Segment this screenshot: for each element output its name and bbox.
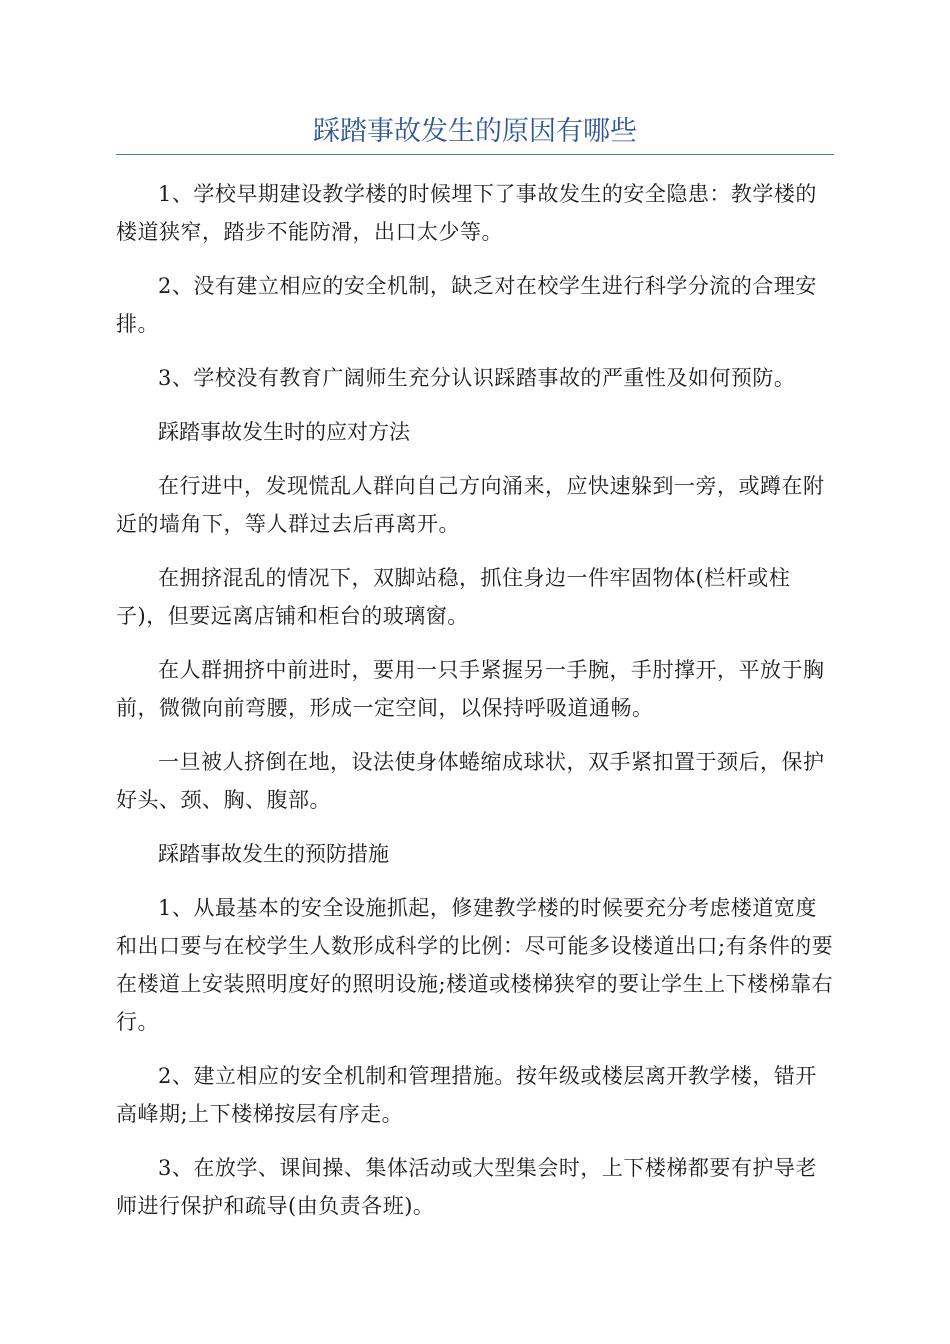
document-body: [116, 175, 834, 1241]
paragraph-prevention-1: 1、从最基本的安全设施抓起，修建教学楼的时候要充分考虑楼道宽度和出口要与在校学生人数形成科学的比例：尽可能多设楼道出口;有条件的要在楼道上安装照明度好的照明设施;楼道或楼梯狭窄的要让学生上下楼梯靠右行。: [116, 896, 834, 1034]
paragraph-response-2: 在拥挤混乱的情况下，双脚站稳，抓住身边一件牢固物体(栏杆或柱子)，但要远离店铺和柜台的玻璃窗。: [116, 566, 791, 628]
paragraph-response-4: 一旦被人挤倒在地，设法使身体蜷缩成球状，双手紧扣置于颈后，保护好头、颈、胸、腹部。: [116, 750, 825, 812]
section-heading-response: 踩踏事故发生时的应对方法: [158, 420, 410, 444]
paragraph-cause-1: 1、学校早期建设教学楼的时候埋下了事故发生的安全隐患：教学楼的楼道狭窄，踏步不能防滑，出口太少等。: [116, 182, 817, 244]
paragraph-cause-2: 2、没有建立相应的安全机制，缺乏对在校学生进行科学分流的合理安排。: [116, 274, 817, 336]
paragraph-prevention-3: 3、在放学、课间操、集体活动或大型集会时，上下楼梯都要有护导老师进行保护和疏导(由负责各班)。: [116, 1156, 817, 1218]
title-underline: [116, 154, 834, 155]
paragraph-response-1: 在行进中，发现慌乱人群向自己方向涌来，应快速躲到一旁，或蹲在附近的墙角下，等人群过去后再离开。: [116, 474, 825, 536]
document-title: 踩踏事故发生的原因有哪些: [313, 116, 637, 147]
paragraph-cause-3: 3、学校没有教育广阔师生充分认识踩踏事故的严重性及如何预防。: [158, 366, 796, 390]
section-heading-prevention: 踩踏事故发生的预防措施: [158, 842, 389, 866]
paragraph-prevention-2: 2、建立相应的安全机制和管理措施。按年级或楼层离开教学楼，错开高峰期;上下楼梯按层有序走。: [116, 1064, 817, 1126]
paragraph-response-3: 在人群拥挤中前进时，要用一只手紧握另一手腕，手肘撑开，平放于胸前，微微向前弯腰，形成一定空间，以保持呼吸道通畅。: [116, 658, 825, 720]
